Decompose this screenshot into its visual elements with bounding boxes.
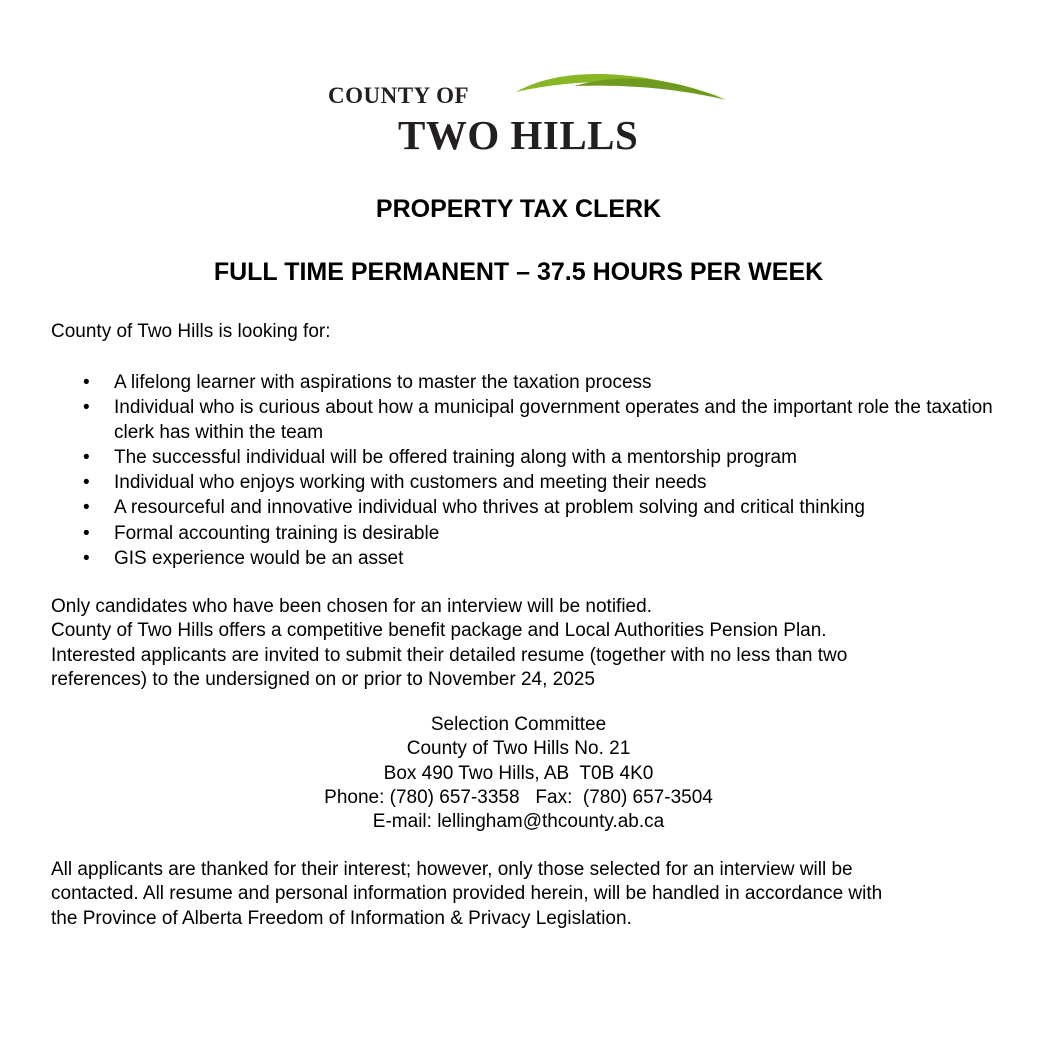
contact-block	[0, 713, 1037, 834]
bullet-icon: •	[83, 522, 90, 544]
bullet-icon: •	[83, 547, 90, 569]
closing-line: the Province of Alberta Freedom of Information & Privacy Legislation.	[51, 907, 632, 929]
list-item	[51, 547, 1011, 572]
list-item-text: Individual who enjoys working with customers and meeting their needs	[114, 472, 707, 494]
list-item-text: Formal accounting training is desirable	[114, 522, 440, 544]
list-item-text: A lifelong learner with aspirations to master the taxation process	[114, 372, 652, 393]
closing-line: All applicants are thanked for their interest; however, only those selected for an interview will be	[51, 859, 853, 880]
contact-phone-fax: Phone: (780) 657-3358 Fax: (780) 657-3504	[324, 786, 713, 808]
list-item-text: GIS experience would be an asset	[114, 547, 404, 569]
logo-two-hills-text: TWO HILLS	[398, 112, 639, 158]
hills-swoosh-icon	[514, 66, 726, 106]
bullet-icon: •	[83, 372, 90, 393]
intro-text: County of Two Hills is looking for:	[51, 321, 331, 342]
bullet-icon: •	[83, 472, 90, 494]
contact-address: Box 490 Two Hills, AB T0B 4K0	[383, 762, 654, 784]
paragraph-line: Only candidates who have been chosen for an interview will be notified.	[51, 596, 652, 617]
bullet-icon: •	[83, 497, 90, 519]
list-item-text: Individual who is curious about how a municipal government operates and the important role the taxation clerk has within the team	[114, 397, 993, 443]
list-item	[51, 522, 1011, 547]
list-item	[51, 496, 1011, 521]
list-item	[51, 471, 1011, 496]
requirements-list	[51, 371, 1011, 572]
list-item-text: A resourceful and innovative individual who thrives at problem solving and critical thinking	[114, 497, 865, 519]
list-item	[51, 446, 1011, 471]
closing-paragraph	[51, 858, 1011, 931]
list-item	[51, 396, 1011, 445]
contact-name: Selection Committee	[430, 714, 607, 735]
closing-line: contacted. All resume and personal information provided herein, will be handled in accordance with	[51, 883, 883, 905]
paragraph-line: references) to the undersigned on or prior to November 24, 2025	[51, 668, 595, 690]
paragraph-line: Interested applicants are invited to submit their detailed resume (together with no less than two	[51, 644, 848, 666]
job-title: PROPERTY TAX CLERK	[375, 195, 662, 223]
list-item-text: The successful individual will be offered training along with a mentorship program	[114, 446, 797, 468]
list-item	[51, 371, 1011, 396]
contact-email[interactable]: E-mail: lellingham@thcounty.ab.ca	[372, 811, 665, 833]
paragraph-line: County of Two Hills offers a competitive benefit package and Local Authorities Pension Plan.	[51, 620, 827, 642]
bullet-icon: •	[83, 397, 90, 419]
bullet-icon: •	[83, 446, 90, 468]
application-paragraph	[51, 595, 1011, 692]
job-subtitle: FULL TIME PERMANENT – 37.5 HOURS PER WEEK	[213, 258, 824, 286]
contact-organization: County of Two Hills No. 21	[406, 738, 631, 760]
county-logo	[326, 64, 728, 159]
logo-county-of-text: COUNTY OF	[328, 83, 470, 108]
